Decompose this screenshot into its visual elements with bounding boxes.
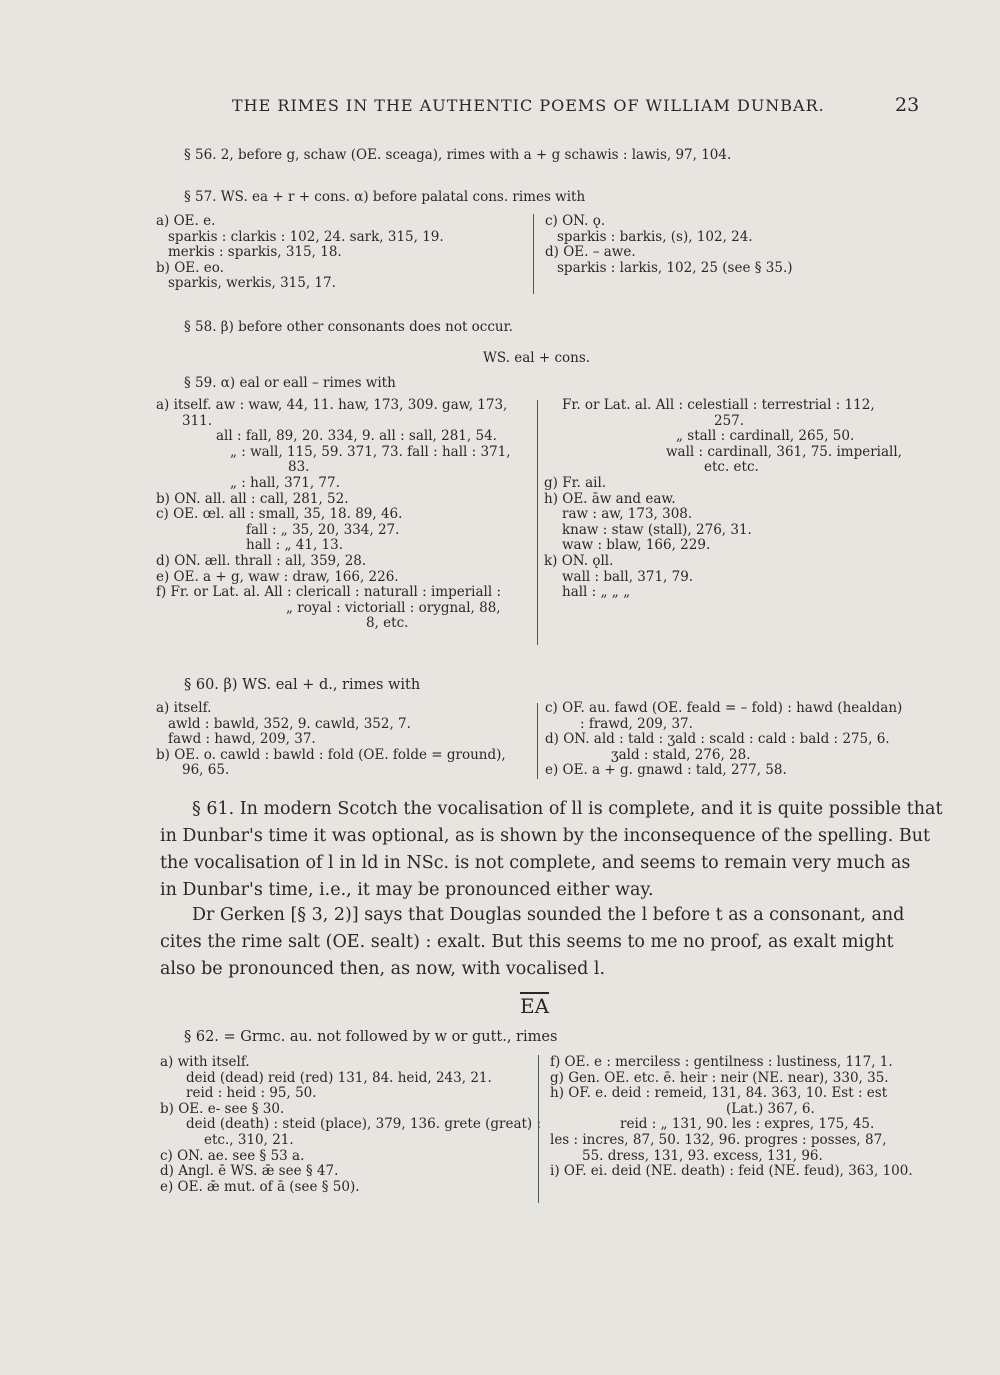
text-line: sparkis : larkis, 102, 25 (see § 35.) bbox=[557, 259, 793, 276]
text-line: b) OE. e- see § 30. bbox=[160, 1100, 285, 1117]
text-line: etc., 310, 21. bbox=[204, 1131, 294, 1148]
text-line: d) Angl. ē WS. ǣ see § 47. bbox=[160, 1163, 339, 1180]
text-line: h) OF. e. deid : remeid, 131, 84. 363, 10. Est : est bbox=[550, 1085, 888, 1102]
text-line: a) itself. bbox=[156, 700, 212, 716]
column-divider bbox=[538, 1055, 539, 1203]
section-62-right-column bbox=[550, 1055, 913, 1180]
text-line: 257. bbox=[714, 412, 745, 429]
text-line: 8, etc. bbox=[366, 615, 409, 632]
paragraph-line: in Dunbar's time, i.e., it may be pronounced either way. bbox=[160, 880, 654, 900]
text-line: sparkis : barkis, (s), 102, 24. bbox=[557, 228, 753, 245]
text-line: all : fall, 89, 20. 334, 9. all : sall, 281, 54. bbox=[216, 428, 497, 445]
text-line: reid : „ 131, 90. les : expres, 175, 45. bbox=[620, 1116, 875, 1133]
section-60-heading: § 60. β) WS. eal + d., rimes with bbox=[184, 677, 421, 693]
section-59-right-column bbox=[544, 397, 902, 601]
text-line: f) OE. e : merciless : gentilness : lustiness, 117, 1. bbox=[550, 1054, 893, 1070]
paragraph-line: cites the rime salt (OE. sealt) : exalt. But this seems to me no proof, as exalt might bbox=[160, 932, 894, 952]
text-line: g) Fr. ail. bbox=[544, 474, 607, 491]
text-line: 55. dress, 131, 93. excess, 131, 96. bbox=[582, 1147, 823, 1164]
text-line: wall : ball, 371, 79. bbox=[562, 568, 694, 585]
column-divider bbox=[537, 400, 538, 645]
section-60-left-column bbox=[156, 701, 506, 779]
text-line: c) ON. ǫ. bbox=[545, 213, 606, 229]
text-line: e) OE. ǣ mut. of ā (see § 50). bbox=[160, 1178, 360, 1195]
text-line: les : incres, 87, 50. 132, 96. progres : posses, 87, bbox=[550, 1131, 887, 1148]
text-line: raw : aw, 173, 308. bbox=[562, 506, 693, 523]
text-line: h) OE. āw and eaw. bbox=[544, 490, 676, 507]
section-57-heading: § 57. WS. ea + r + cons. α) before palatal cons. rimes with bbox=[184, 189, 586, 205]
text-line: „ : wall, 115, 59. 371, 73. fall : hall : 371, bbox=[230, 443, 511, 460]
text-line: reid : heid : 95, 50. bbox=[186, 1085, 317, 1102]
column-divider bbox=[537, 703, 538, 779]
text-line: b) OE. o. cawld : bawld : fold (OE. folde = ground), bbox=[156, 746, 506, 763]
section-62-left-column bbox=[160, 1055, 541, 1195]
text-line: c) OE. œl. all : small, 35, 18. 89, 46. bbox=[156, 506, 403, 523]
text-line: a) itself. aw : waw, 44, 11. haw, 173, 309. gaw, 173, bbox=[156, 397, 508, 413]
column-divider bbox=[533, 214, 534, 294]
running-header: THE RIMES IN THE AUTHENTIC POEMS OF WILLIAM DUNBAR. bbox=[232, 96, 825, 115]
text-line: knaw : staw (stall), 276, 31. bbox=[562, 521, 752, 538]
section-62-heading: § 62. = Grmc. au. not followed by w or gutt., rimes bbox=[184, 1029, 558, 1045]
text-line: a) with itself. bbox=[160, 1054, 250, 1070]
text-line: f) Fr. or Lat. al. All : clericall : naturall : imperiall : bbox=[156, 584, 502, 601]
text-line: 83. bbox=[288, 459, 310, 476]
subheading-ws-eal: WS. eal + cons. bbox=[483, 350, 591, 366]
text-line: hall : „ „ „ bbox=[562, 584, 631, 601]
text-line: a) OE. e. bbox=[156, 213, 216, 229]
section-61-paragraph-1 bbox=[160, 796, 943, 904]
text-line: b) OE. eo. bbox=[156, 259, 224, 276]
section-58: § 58. β) before other consonants does not occur. bbox=[184, 319, 513, 335]
paragraph-line: in Dunbar's time it was optional, as is shown by the inconsequence of the spelling. But bbox=[160, 826, 931, 846]
section-59-heading: § 59. α) eal or eall – rimes with bbox=[184, 375, 396, 391]
text-line: merkis : sparkis, 315, 18. bbox=[168, 244, 342, 261]
text-line: k) ON. ǫll. bbox=[544, 552, 614, 569]
section-60-right-column bbox=[545, 701, 902, 779]
text-line: : frawd, 209, 37. bbox=[580, 715, 693, 732]
paragraph-line: also be pronounced then, as now, with vocalised l. bbox=[160, 959, 606, 979]
section-56: § 56. 2, before g, schaw (OE. sceaga), rimes with a + g schawis : lawis, 97, 104. bbox=[184, 147, 732, 163]
text-line: awld : bawld, 352, 9. cawld, 352, 7. bbox=[168, 715, 411, 732]
text-line: i) OF. ei. deid (NE. death) : feid (NE. feud), 363, 100. bbox=[550, 1163, 913, 1180]
text-line: e) OE. a + g, waw : draw, 166, 226. bbox=[156, 568, 399, 585]
paragraph-line: Dr Gerken [§ 3, 2)] says that Douglas sounded the l before t as a consonant, and bbox=[192, 905, 905, 925]
text-line: sparkis, werkis, 315, 17. bbox=[168, 275, 336, 292]
paragraph-line: § 61. In modern Scotch the vocalisation of ll is complete, and it is quite possible that bbox=[192, 799, 943, 819]
text-line: waw : blaw, 166, 229. bbox=[562, 537, 711, 554]
text-line: fawd : hawd, 209, 37. bbox=[168, 731, 316, 748]
text-line: 96, 65. bbox=[182, 762, 230, 779]
section-57-right-column bbox=[545, 214, 793, 276]
text-line: etc. etc. bbox=[704, 459, 759, 476]
text-line: fall : „ 35, 20, 334, 27. bbox=[246, 521, 400, 538]
text-line: ʒald : stald, 276, 28. bbox=[611, 746, 751, 763]
text-line: d) ON. æll. thrall : all, 359, 28. bbox=[156, 552, 367, 569]
text-line: d) OE. – awe. bbox=[545, 244, 636, 261]
text-line: 311. bbox=[182, 412, 213, 429]
page-number: 23 bbox=[895, 94, 920, 116]
text-line: „ royal : victoriall : orygnal, 88, bbox=[286, 599, 501, 616]
text-line: sparkis : clarkis : 102, 24. sark, 315, 19. bbox=[168, 228, 444, 245]
text-line: d) ON. ald : tald : ʒald : scald : cald : bald : 275, 6. bbox=[545, 731, 890, 748]
section-59-left-column bbox=[156, 398, 511, 632]
text-line: deid (dead) reid (red) 131, 84. heid, 243, 21. bbox=[186, 1069, 492, 1086]
section-57-left-column bbox=[156, 214, 444, 292]
text-line: „ : hall, 371, 77. bbox=[230, 474, 340, 491]
section-61-paragraph-2 bbox=[160, 902, 904, 983]
text-line: hall : „ 41, 13. bbox=[246, 537, 344, 554]
text-line: c) ON. ae. see § 53 a. bbox=[160, 1147, 305, 1164]
text-line: (Lat.) 367, 6. bbox=[726, 1100, 815, 1117]
text-line: e) OE. a + g. gnawd : tald, 277, 58. bbox=[545, 762, 787, 779]
text-line: g) Gen. OE. etc. ē. heir : neir (NE. near), 330, 35. bbox=[550, 1069, 889, 1086]
text-line: b) ON. all. all : call, 281, 52. bbox=[156, 490, 349, 507]
text-line: „ stall : cardinall, 265, 50. bbox=[676, 428, 855, 445]
section-heading-ea: $\overline{EA}$ bbox=[520, 994, 550, 1018]
paragraph-line: the vocalisation of l in ld in NSc. is not complete, and seems to remain very much as bbox=[160, 853, 911, 873]
text-line: deid (death) : steid (place), 379, 136. grete (great) : bbox=[186, 1116, 542, 1133]
text-line: c) OF. au. fawd (OE. feald = – fold) : hawd (healdan) bbox=[545, 700, 903, 716]
text-line: wall : cardinall, 361, 75. imperiall, bbox=[666, 443, 902, 460]
text-line: Fr. or Lat. al. All : celestiall : terrestrial : 112, bbox=[562, 397, 875, 413]
